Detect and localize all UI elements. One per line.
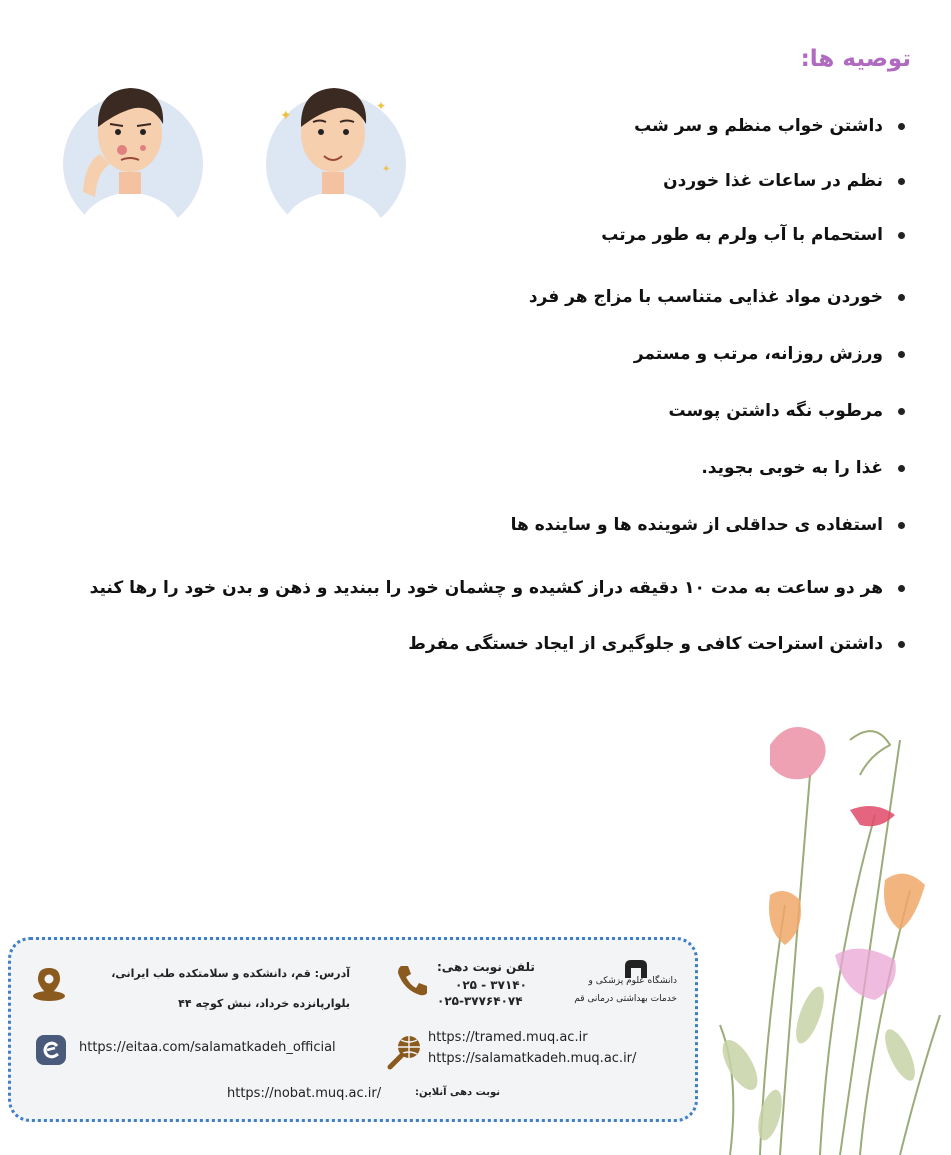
address-line2: بلوارپانزده خرداد، نبش کوچه ۴۴ <box>178 997 350 1010</box>
list-item: داشتن خواب منظم و سر شب <box>51 114 911 138</box>
eitaa-link[interactable]: https://eitaa.com/salamatkadeh_official <box>79 1040 336 1055</box>
page-title: توصیه ها: <box>800 46 911 72</box>
list-item: داشتن استراحت کافی و جلوگیری از ایجاد خستگی مفرط <box>51 632 911 656</box>
list-item: غذا را به خوبی بجوید. <box>51 456 911 480</box>
svg-text:✦: ✦ <box>382 164 391 175</box>
salamatkadeh-link[interactable]: https://salamatkadeh.muq.ac.ir/ <box>428 1051 637 1066</box>
university-name-line1: دانشگاه علوم پزشکی و <box>588 976 677 986</box>
list-item: استفاده ی حداقلی از شوینده ها و ساینده ها <box>51 513 911 537</box>
svg-text:✦: ✦ <box>280 108 292 124</box>
tramed-link[interactable]: https://tramed.muq.ac.ir <box>428 1030 588 1045</box>
university-name-line2: خدمات بهداشتی درمانی قم <box>574 994 677 1004</box>
list-item: استحمام با آب ولرم به طور مرتب <box>51 223 911 247</box>
phone-icon <box>395 962 431 998</box>
nobat-link[interactable]: https://nobat.muq.ac.ir/ <box>227 1086 382 1101</box>
online-booking-label: نوبت دهی آنلاین: <box>415 1087 501 1098</box>
list-item: خوردن مواد غذایی متناسب با مزاج هر فرد <box>51 285 911 309</box>
eitaa-icon <box>35 1034 67 1066</box>
phone-number-1: ۰۲۵ - ۳۷۱۴۰ <box>455 978 527 992</box>
list-item: هر دو ساعت به مدت ۱۰ دقیقه دراز کشیده و چشمان خود را ببندید و ذهن و بدن خود را رها کنید <box>51 576 911 600</box>
phone-label: تلفن نوبت دهی: <box>437 960 535 974</box>
svg-text:✦: ✦ <box>376 99 387 113</box>
flowers-decoration <box>700 715 951 1155</box>
list-item: ورزش روزانه، مرتب و مستمر <box>51 342 911 366</box>
address-line1: آدرس: قم، دانشکده و سلامتکده طب ایرانی، <box>111 967 350 980</box>
list-item: نظم در ساعات غذا خوردن <box>51 169 911 193</box>
recommendations-list <box>51 102 911 656</box>
contact-info-card <box>8 937 698 1122</box>
globe-search-icon <box>385 1032 425 1072</box>
location-pin-icon <box>29 966 69 1002</box>
phone-number-2: ۰۲۵-۳۷۷۶۴۰۷۴ <box>437 994 523 1008</box>
list-item: مرطوب نگه داشتن پوست <box>51 399 911 423</box>
